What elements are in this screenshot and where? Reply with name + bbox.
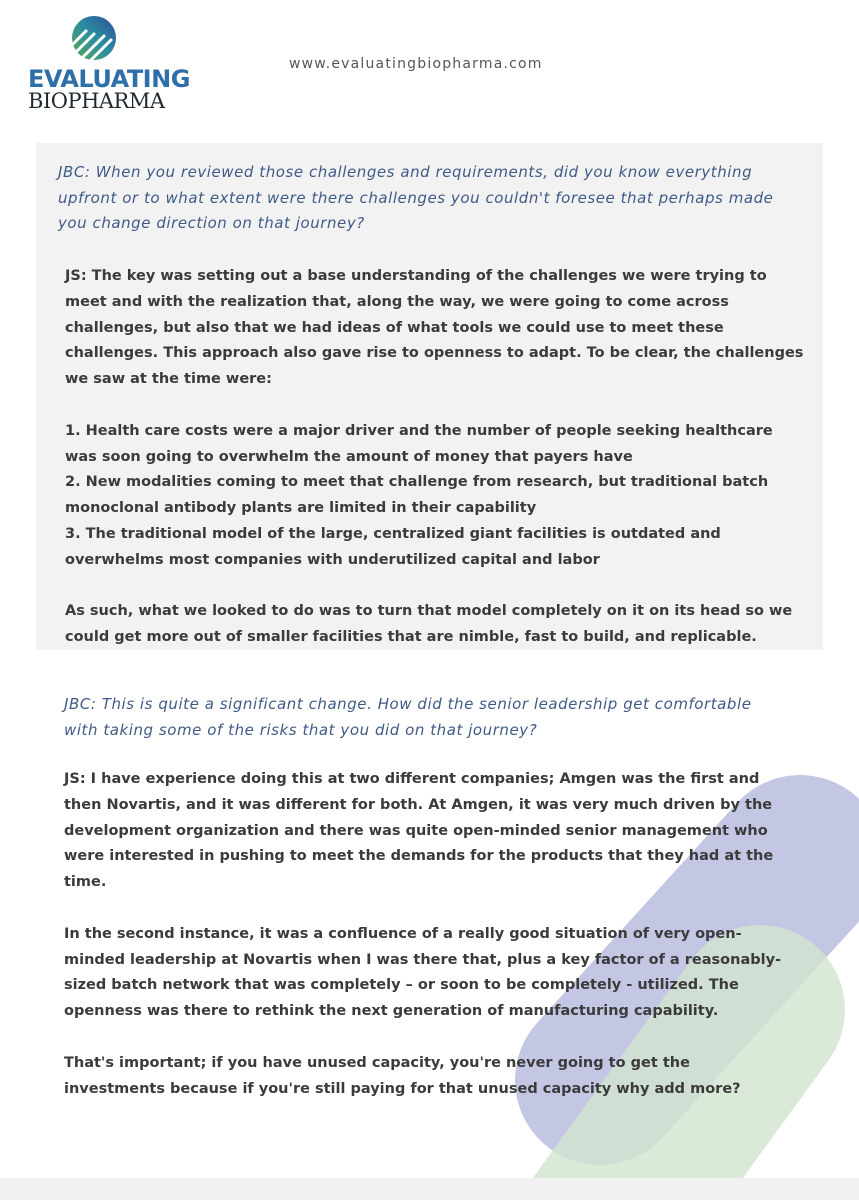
answer-2: [64, 767, 794, 1102]
logo-word-biopharma: BIOPHARMA: [28, 89, 165, 113]
question-2: JBC: This is quite a significant change. How did the senior leadership get comfortable with taking some of the risks that you did on that journey?: [64, 695, 752, 739]
website-url: www.evaluatingbiopharma.com: [289, 56, 543, 72]
question-1: JBC: When you reviewed those challenges and requirements, did you know everything upfront or to what extent were there challenges you couldn't foresee that perhaps made you change direction on that journey?: [58, 163, 774, 232]
interview-section-1: [36, 143, 823, 650]
answer-1: [65, 264, 805, 651]
answer-1-intro: JS: The key was setting out a base understanding of the challenges we were trying to meet and with the realization that, along the way, we were going to come across challenges, but also that we had ideas of what tools we could use to meet these challenges. This approach also gave rise to openness to adapt. To be clear, the challenges we saw at the time were:: [65, 268, 804, 388]
logo-word-evaluating: EVALUATING: [28, 65, 190, 93]
evaluating-biopharma-logo: [26, 14, 190, 114]
challenge-list-item: 1. Health care costs were a major driver and the number of people seeking healthcare was soon going to overwhelm the amount of money that payers have: [65, 422, 773, 465]
challenge-list-item: 3. The traditional model of the large, centralized giant facilities is outdated and overwhelms most companies with underutilized capital and labor: [65, 525, 721, 568]
answer-1-conclusion: As such, what we looked to do was to turn that model completely on it on its head so we could get more out of smaller facilities that are nimble, fast to build, and replicable.: [65, 603, 793, 646]
logo-globe-icon: [64, 14, 124, 66]
answer-2-paragraph: In the second instance, it was a confluence of a really good situation of very open-minded leadership at Novartis when I was there that, plus a key factor of a reasonably-sized batch network that was completely – or soon to be completely - utilized. The openness was there to rethink the next generation of manufacturing capability.: [64, 925, 782, 1020]
answer-2-paragraph: JS: I have experience doing this at two different companies; Amgen was the first and then Novartis, and it was different for both. At Amgen, it was very much driven by the development organization and there was quite open-minded senior management who were interested in pushing to meet the demands for the products that they had at the time.: [64, 771, 774, 891]
answer-2-paragraph: That's important; if you have unused capacity, you're never going to get the investments because if you're still paying for that unused capacity why add more?: [64, 1054, 741, 1097]
challenge-list-item: 2. New modalities coming to meet that challenge from research, but traditional batch monoclonal antibody plants are limited in their capability: [65, 474, 769, 517]
bottom-strip: [0, 1178, 859, 1200]
